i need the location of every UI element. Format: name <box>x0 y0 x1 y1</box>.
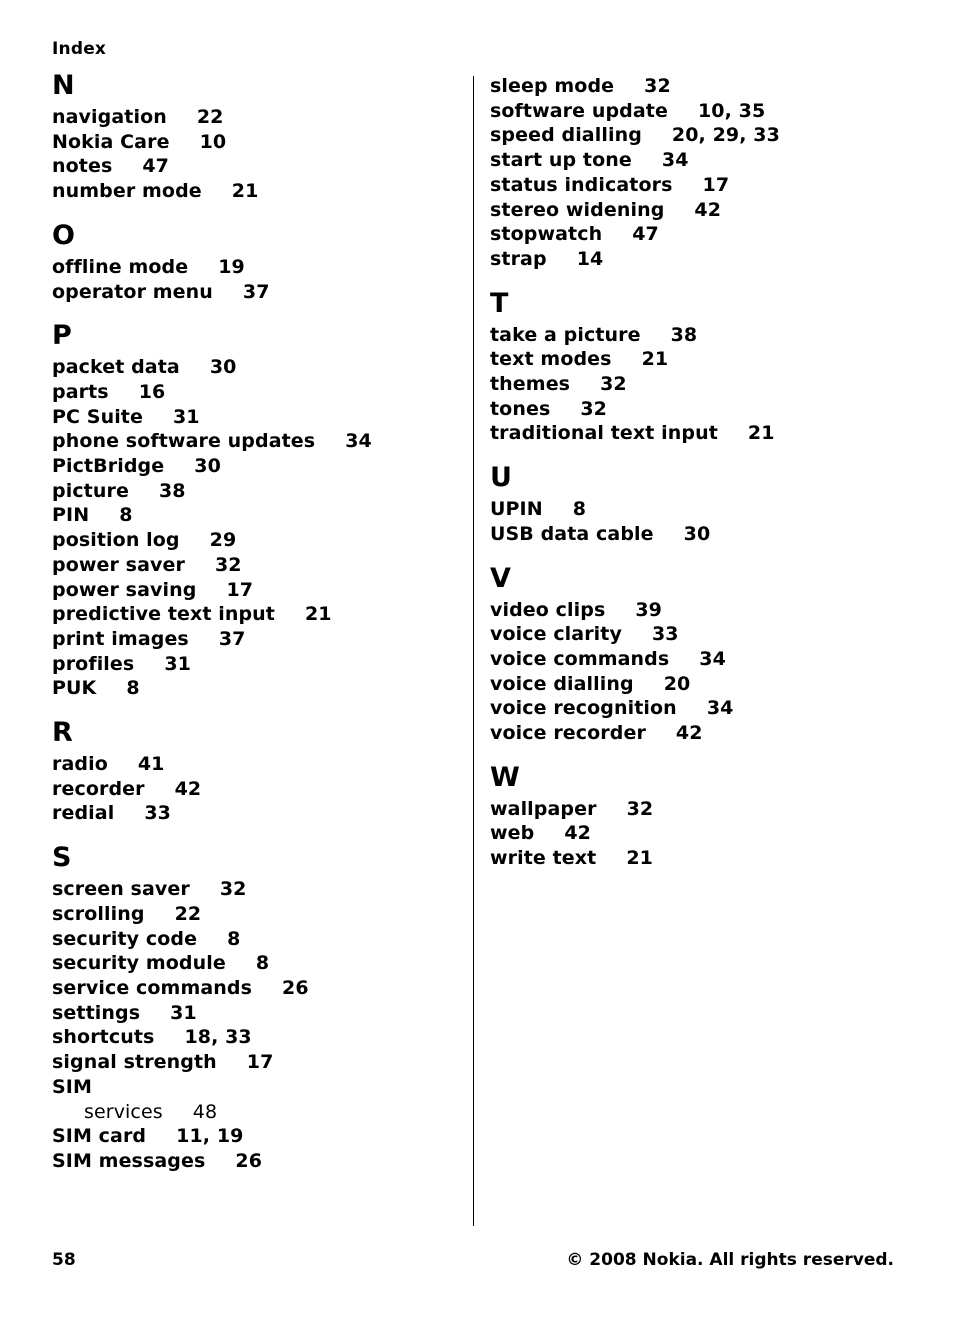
index-section <box>52 842 462 1173</box>
entry-pages: 33 <box>144 802 171 825</box>
entry-term: status indicators <box>490 173 673 196</box>
entry-term: position log <box>52 529 180 552</box>
index-entry <box>52 1050 462 1075</box>
index-entry <box>490 497 930 522</box>
index-column-left <box>52 70 462 1190</box>
index-entry <box>52 280 462 305</box>
entry-term: signal strength <box>52 1051 217 1074</box>
index-entry <box>490 721 930 746</box>
page-number: 58 <box>52 1250 76 1270</box>
entry-pages: 14 <box>576 247 604 270</box>
entry-pages: 31 <box>170 1001 197 1024</box>
entry-term: screen saver <box>52 878 190 901</box>
section-letter: U <box>490 462 512 494</box>
index-entry <box>52 479 462 504</box>
index-entry <box>52 652 462 677</box>
index-entry <box>490 598 930 623</box>
entry-term: scrolling <box>52 902 145 925</box>
index-section <box>52 220 462 304</box>
entry-term: voice dialling <box>490 672 634 695</box>
entry-term: strap <box>490 247 547 270</box>
index-entry <box>52 405 462 430</box>
index-entry <box>52 105 462 130</box>
entry-term: security code <box>52 927 198 950</box>
entry-pages: 21 <box>641 348 669 371</box>
index-section <box>490 762 930 871</box>
index-entry <box>52 255 462 280</box>
entry-term: sleep mode <box>490 75 615 97</box>
entry-pages: 8 <box>255 952 270 975</box>
index-column-right <box>490 74 930 887</box>
index-entry <box>490 622 930 647</box>
entry-pages: 32 <box>214 553 242 576</box>
index-entry <box>490 99 930 124</box>
section-letter: P <box>52 320 72 352</box>
entry-pages: 30 <box>194 455 221 478</box>
entry-term: speed dialling <box>490 124 642 147</box>
index-entry <box>52 179 462 204</box>
entry-pages: 29 <box>209 529 237 552</box>
index-entry <box>52 553 462 578</box>
index-entry <box>52 1001 462 1026</box>
entry-term: voice commands <box>490 647 670 670</box>
entry-pages: 37 <box>242 280 270 303</box>
entry-pages: 17 <box>702 173 730 196</box>
entry-pages: 26 <box>282 976 309 999</box>
entry-term: voice recorder <box>490 722 646 745</box>
entry-pages: 34 <box>699 647 726 670</box>
section-letter: R <box>52 717 73 749</box>
section-letter: V <box>490 562 511 594</box>
entry-pages: 32 <box>644 75 671 97</box>
entry-term: PC Suite <box>52 405 143 428</box>
entry-pages: 47 <box>632 223 659 246</box>
index-entry <box>52 627 462 652</box>
index-entry <box>52 429 462 454</box>
index-section <box>490 462 930 546</box>
entry-pages: 17 <box>226 578 254 601</box>
entry-term: services <box>84 1100 163 1123</box>
entry-term: SIM card <box>52 1125 147 1148</box>
entry-term: start up tone <box>490 149 632 172</box>
entry-term: parts <box>52 380 109 403</box>
entry-pages: 38 <box>158 479 186 502</box>
entry-pages: 31 <box>172 405 200 428</box>
entry-term: UPIN <box>490 498 543 521</box>
index-entry <box>490 846 930 871</box>
entry-term: PIN <box>52 504 90 527</box>
entry-pages: 19 <box>218 255 245 278</box>
entry-pages: 38 <box>670 323 698 346</box>
index-entry <box>52 1149 462 1174</box>
entry-pages: 8 <box>572 498 587 521</box>
entry-term: power saving <box>52 578 197 601</box>
entry-term: tones <box>490 397 551 420</box>
entry-term: take a picture <box>490 323 641 346</box>
index-entry <box>490 647 930 672</box>
entry-pages: 42 <box>694 198 722 221</box>
entry-term: voice recognition <box>490 697 677 720</box>
section-letter: N <box>52 70 75 101</box>
entry-pages: 8 <box>227 927 241 950</box>
index-section <box>490 288 930 447</box>
entry-pages: 31 <box>164 652 191 675</box>
index-entry <box>490 797 930 822</box>
entry-term: print images <box>52 627 189 650</box>
index-entry <box>52 951 462 976</box>
entry-term: SIM messages <box>52 1149 206 1172</box>
entry-term: service commands <box>52 976 252 999</box>
entry-pages: 11, 19 <box>176 1125 244 1148</box>
entry-pages: 39 <box>635 598 662 621</box>
entry-term: voice clarity <box>490 623 622 646</box>
entry-term: power saver <box>52 553 185 576</box>
index-entry <box>490 372 930 397</box>
index-entry <box>52 752 462 777</box>
entry-term: SIM <box>52 1075 92 1098</box>
entry-term: redial <box>52 802 115 825</box>
entry-pages: 33 <box>651 623 679 646</box>
index-entry <box>52 1075 462 1100</box>
entry-term: video clips <box>490 598 606 621</box>
index-entry <box>490 323 930 348</box>
index-entry <box>52 777 462 802</box>
entry-term: recorder <box>52 777 145 800</box>
entry-term: stopwatch <box>490 223 603 246</box>
index-entry <box>490 821 930 846</box>
index-entry <box>490 198 930 223</box>
index-entry <box>52 877 462 902</box>
entry-term: radio <box>52 753 108 776</box>
entry-pages: 26 <box>235 1149 263 1172</box>
column-divider <box>473 76 474 1226</box>
entry-pages: 21 <box>747 422 775 445</box>
index-entry <box>490 696 930 721</box>
entry-pages: 32 <box>600 373 627 396</box>
entry-term: security module <box>52 952 226 975</box>
entry-pages: 21 <box>231 180 259 203</box>
entry-term: themes <box>490 373 571 396</box>
entry-term: offline mode <box>52 255 189 278</box>
entry-term: write text <box>490 847 597 870</box>
index-entry <box>52 676 462 701</box>
entry-term: Nokia Care <box>52 130 170 153</box>
index-entry <box>490 222 930 247</box>
index-section <box>52 70 462 204</box>
entry-pages: 20, 29, 33 <box>671 124 780 147</box>
entry-pages: 42 <box>675 722 703 745</box>
entry-term: phone software updates <box>52 430 316 453</box>
index-entry <box>52 602 462 627</box>
entry-pages: 30 <box>683 522 711 545</box>
entry-pages: 34 <box>661 149 689 172</box>
entry-pages: 34 <box>706 697 734 720</box>
entry-pages: 8 <box>119 504 133 527</box>
entry-pages: 21 <box>304 603 332 626</box>
entry-term: shortcuts <box>52 1026 155 1049</box>
index-entry <box>490 672 930 697</box>
index-entry <box>52 528 462 553</box>
index-entry <box>490 397 930 422</box>
section-letter: O <box>52 219 75 251</box>
index-entry <box>490 522 930 547</box>
index-entry <box>52 927 462 952</box>
section-letter: S <box>52 842 72 874</box>
entry-term: navigation <box>52 106 167 128</box>
entry-pages: 34 <box>345 430 372 453</box>
index-entry <box>52 380 462 405</box>
index-entry <box>490 123 930 148</box>
entry-pages: 42 <box>174 777 202 800</box>
entry-pages: 41 <box>137 753 165 776</box>
entry-pages: 20 <box>663 672 691 695</box>
entry-term: PictBridge <box>52 455 165 478</box>
index-section <box>52 717 462 826</box>
entry-term: operator menu <box>52 280 213 303</box>
entry-term: profiles <box>52 652 135 675</box>
index-entry <box>52 355 462 380</box>
index-section <box>490 74 930 272</box>
entry-pages: 30 <box>209 356 237 379</box>
index-entry <box>52 578 462 603</box>
index-entry <box>52 801 462 826</box>
section-letter: W <box>490 761 520 793</box>
index-entry <box>52 1124 462 1149</box>
copyright-notice: © 2008 Nokia. All rights reserved. <box>566 1250 894 1270</box>
entry-pages: 42 <box>564 822 591 845</box>
index-entry <box>490 247 930 272</box>
entry-term: USB data cable <box>490 522 654 545</box>
index-subentry <box>52 1100 462 1125</box>
index-section <box>52 320 462 701</box>
entry-pages: 32 <box>626 797 654 820</box>
index-entry <box>52 130 462 155</box>
index-entry <box>52 902 462 927</box>
entry-pages: 37 <box>218 627 246 650</box>
index-entry <box>52 976 462 1001</box>
entry-pages: 48 <box>192 1100 218 1123</box>
index-section <box>490 563 930 746</box>
entry-term: predictive text input <box>52 603 275 626</box>
entry-pages: 8 <box>126 677 140 700</box>
index-entry <box>52 1025 462 1050</box>
entry-term: settings <box>52 1001 141 1024</box>
entry-pages: 16 <box>138 380 166 403</box>
entry-pages: 17 <box>246 1051 274 1074</box>
page-header: Index <box>52 39 107 59</box>
index-entry <box>490 347 930 372</box>
entry-term: picture <box>52 479 129 502</box>
entry-pages: 18, 33 <box>184 1026 252 1049</box>
entry-term: web <box>490 822 535 845</box>
entry-term: notes <box>52 155 113 178</box>
index-entry <box>490 421 930 446</box>
entry-term: number mode <box>52 180 202 203</box>
entry-pages: 47 <box>142 155 169 178</box>
index-entry <box>490 173 930 198</box>
entry-pages: 10 <box>199 130 227 153</box>
entry-pages: 22 <box>174 902 202 925</box>
entry-pages: 32 <box>219 878 247 901</box>
entry-term: traditional text input <box>490 422 718 445</box>
entry-term: wallpaper <box>490 797 597 820</box>
entry-term: stereo widening <box>490 198 665 221</box>
entry-term: text modes <box>490 348 612 371</box>
section-letter: T <box>490 287 509 319</box>
entry-pages: 32 <box>580 397 607 420</box>
index-entry <box>52 503 462 528</box>
entry-term: software update <box>490 99 668 122</box>
index-entry <box>490 74 930 99</box>
index-entry <box>52 454 462 479</box>
entry-pages: 21 <box>626 847 653 870</box>
entry-term: packet data <box>52 356 180 379</box>
entry-pages: 22 <box>196 106 224 128</box>
index-entry <box>52 154 462 179</box>
entry-pages: 10, 35 <box>697 99 766 122</box>
index-entry <box>490 148 930 173</box>
entry-term: PUK <box>52 677 97 700</box>
